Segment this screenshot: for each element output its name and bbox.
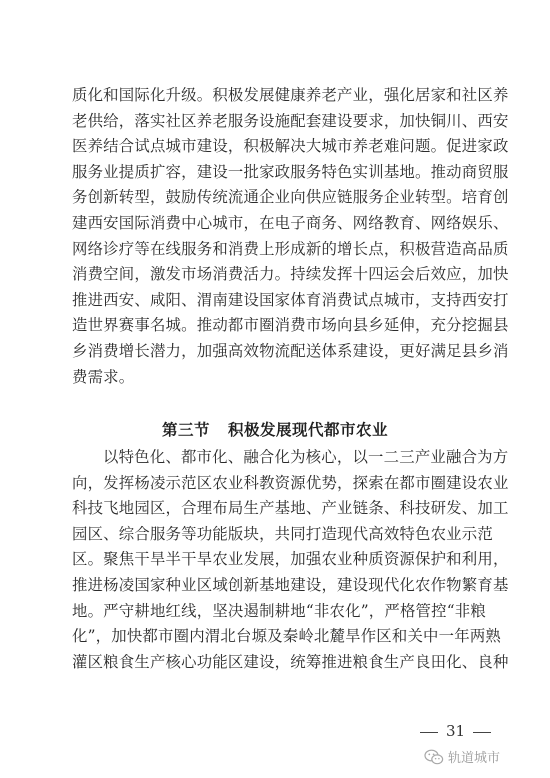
wechat-icon (424, 749, 444, 765)
text-line: 区。聚焦干旱半干旱农业发展，加强农业种质资源保护和利用， (72, 550, 509, 569)
watermark-text: 轨道城市 (448, 751, 501, 766)
text-line: 地。严守耕地红线，坚决遏制耕地“非农化”，严格管控“非粮 (72, 601, 486, 620)
text-line: 园区、综合服务等功能版块，共同打造现代高效特色农业示范 (72, 524, 493, 543)
text-line: 乡消费增长潜力，加强高效物流配送体系建设，更好满足县乡消 (72, 341, 509, 360)
text-line: 费需求。 (72, 367, 135, 386)
section-heading (0, 418, 550, 440)
text-line: 老供给，落实社区养老服务设施配套建设要求，加快铜川、西安 (72, 111, 509, 130)
text-line: 网络诊疗等在线服务和消费上形成新的增长点，积极营造高品质 (72, 239, 509, 258)
text-line: 医养结合试点城市建设，积极解决大城市养老难问题。促进家政 (72, 137, 509, 156)
text-line: 建西安国际消费中心城市，在电子商务、网络教育、网络娱乐、 (72, 213, 509, 232)
paragraph-1 (72, 83, 509, 390)
text-line: 向，发挥杨凌示范区农业科教资源优势，探索在都市圈建设农业 (72, 473, 509, 492)
text-line: 灌区粮食生产核心功能区建设，统筹推进粮食生产良田化、良种 (72, 652, 509, 671)
paragraph-2 (72, 445, 509, 675)
dash-right (473, 732, 491, 733)
text-line: 推进西安、咸阳、渭南建设国家体育消费试点城市，支持西安打 (72, 290, 509, 309)
text-line: 造世界赛事名城。推动都市圈消费市场向县乡延伸，充分挖掘县 (72, 316, 509, 335)
text-line: 务创新转型，鼓励传统流通企业向供应链服务企业转型。培育创 (72, 188, 509, 207)
dash-left (420, 732, 438, 733)
text-line: 以特色化、都市化、融合化为核心，以一二三产业融合为方 (103, 448, 509, 466)
text-line: 化”，加快都市圈内渭北台塬及秦岭北麓旱作区和关中一年两熟 (72, 627, 502, 646)
section-number: 第三节 (161, 421, 210, 439)
text-line: 质化和国际化升级。积极发展健康养老产业，强化居家和社区养 (72, 86, 509, 104)
page-number-value: 31 (446, 722, 466, 740)
text-line: 推进杨凌国家种业区域创新基地建设，建设现代化农作物繁育基 (72, 575, 509, 594)
page-number (412, 722, 499, 740)
watermark (424, 747, 500, 766)
text-line: 科技飞地园区，合理布局生产基地、产业链条、科技研发、加工 (72, 499, 509, 518)
text-line: 服务业提质扩容，建设一批家政服务特色实训基地。推动商贸服 (72, 162, 509, 181)
text-line: 消费空间，激发市场消费活力。持续发挥十四运会后效应，加快 (72, 265, 509, 284)
section-title: 积极发展现代都市农业 (228, 421, 389, 439)
